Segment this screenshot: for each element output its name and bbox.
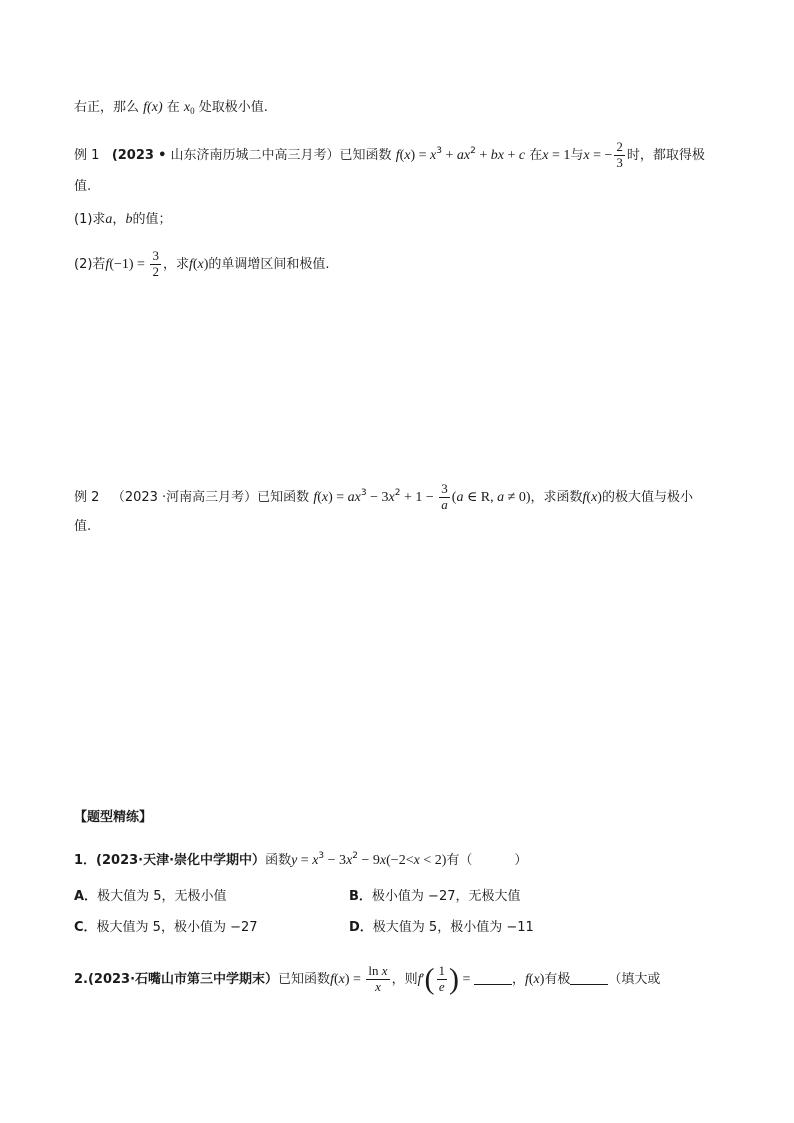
ex1-source-year: (2023 [111,147,154,163]
ex1-line1: 例 1 (2023 • 山东济南历城二中高三月考）已知函数 $f(x) = x^3 + ax^2$ + bx + c 在x = 1与x = − $\frac{2}{3}$ 时，都取得极 [74,139,705,170]
intro-text-post: 处取极小值. [198,100,268,115]
ex2-mid: ，求函数 [530,489,583,505]
q1-text-post: 有（ [446,853,473,868]
q1-number: 1． [74,853,97,868]
q2-fraction: $\frac{\text{ln x}}{x}$ [368,963,388,994]
ex1-points-word: 在 [529,147,543,163]
ex1-q2-fraction: $\frac{3}{2}$ [152,248,159,279]
ex1-line2: 值. [74,179,92,194]
ex2-label: 例 2 [74,489,100,505]
q2-text-post: 有极 [544,971,571,987]
ex2-line1: 例 2 （2023 ·河南高三月考）已知函数 $f(x) = ax^3 - 3x^2 + 1$ − $\frac{3}{a}$ (a ∈ R, a ≠ 0)，求函数f(x)的极大值与极小 [74,481,693,512]
ex2-source: （2023 ·河南高三月考）已知函数 [111,489,310,505]
q2-blank-1[interactable] [474,970,512,985]
intro-text-pre: 右正，那么 [74,100,140,115]
q1-option-c[interactable]: C．极大值为 5，极小值为 −27 [74,920,258,935]
practice-q2: 2.(2023·石嘴山市第三中学期末）已知函数f(x) = $\frac{\text{ln x}}{x}$ ，则f′( $\frac{1}{e}$ ) = ，f(x)有极 （填大或 [74,962,661,996]
q1-option-d[interactable]: D．极大值为 5，极小值为 −11 [349,920,534,935]
ex1-q2: (2)若f(−1) = $\frac{3}{2}$ ，求f(x)的单调增区间和极值. [74,248,330,279]
ex1-and-word: 与 [570,147,584,163]
practice-heading: 【题型精练】 [74,810,153,825]
q1-option-b[interactable]: B．极小值为 −27，无极大值 [349,889,521,904]
ex1-fraction: $\frac{2}{3}$ [616,139,623,170]
q2-number: 2. [74,971,88,987]
ex1-q1: (1)求a，b的值； [74,212,172,227]
q1-text-pre: 函数 [265,853,292,868]
q1-source: (2023·天津·崇化中学期中） [96,853,266,868]
ex1-tail: 时，都取得极 [626,147,705,163]
q2-text-tail: （填大或 [608,971,661,987]
ex1-q1-tail: 的值； [132,212,172,227]
intro-line: 右正，那么 f(x) 在 $x_0$ 处取极小值. [74,100,268,116]
q2-blank-2[interactable] [570,970,608,985]
ex2-tail: 的极大值与极小 [601,489,693,505]
intro-x0: $x_0$ [183,100,195,116]
ex2-function: f [313,489,318,505]
q2-text-pre: 已知函数 [278,971,331,987]
ex1-label: 例 1 [74,147,100,163]
q1-option-a[interactable]: A．极大值为 5，无极小值 [74,889,227,904]
ex1-q2-mid: ，求 [162,256,189,272]
practice-q1: 1．(2023·天津·崇化中学期中）函数$y = x^3 - 3x^2 - 9x(-2<x < 2)$有（ ） [74,851,528,868]
ex1-function: f [395,147,400,163]
ex2-line2: 值. [74,519,92,534]
ex1-q2-prefix: (2)若 [74,256,106,272]
q2-source: (2023·石嘴山市第三中学期末） [87,971,279,987]
ex1-q1-prefix: (1)求 [74,212,106,227]
q2-text-mid: ，则 [391,971,418,987]
ex2-fraction: $\frac{3}{a}$ [441,481,448,512]
ex1-q2-tail: 的单调增区间和极值. [208,256,330,272]
intro-formula: f(x) [143,100,163,115]
ex1-source: 山东济南历城二中高三月考）已知函数 [170,147,392,163]
